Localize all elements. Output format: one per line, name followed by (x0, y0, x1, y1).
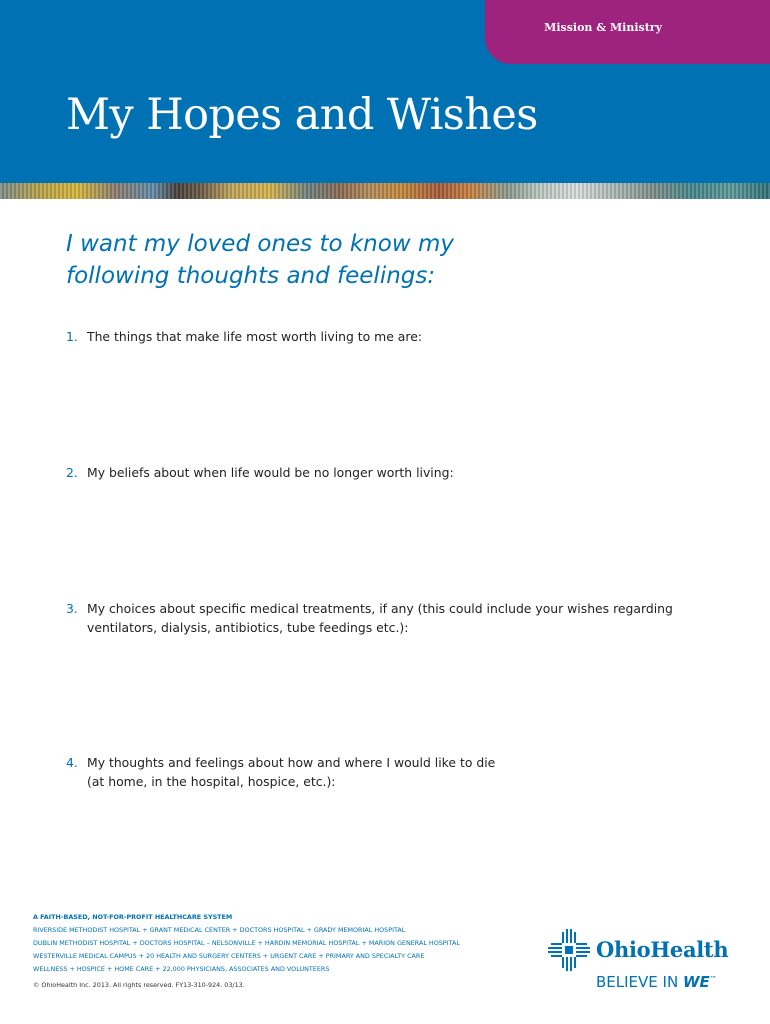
header-banner (0, 0, 770, 183)
subtitle-line-1: I want my loved ones to know my (66, 231, 454, 257)
footer-facilities-line: WESTERVILLE MEDICAL CAMPUS + 20 HEALTH AND SURGERY CENTERS + URGENT CARE + PRIMARY AND SPECIALTY CARE (33, 952, 425, 960)
question-number: 1. (66, 329, 78, 344)
footer-info (33, 912, 533, 990)
tagline-we: WE (682, 973, 710, 991)
question-number: 3. (66, 601, 78, 616)
footer-facilities-line: WELLNESS + HOSPICE + HOME CARE + 22,000 PHYSICIANS, ASSOCIATES AND VOLUNTEERS (33, 965, 330, 973)
mission-ministry-tab (485, 0, 770, 64)
question-item-1 (66, 327, 686, 346)
trademark-mark: ™ (709, 975, 717, 983)
ohiohealth-cross-logo-icon (548, 929, 590, 971)
question-text-line-1: My thoughts and feelings about how and where I would like to die (87, 755, 496, 770)
subtitle-line-2: following thoughts and feelings: (66, 263, 436, 289)
question-text-line-1: My beliefs about when life would be no longer worth living: (87, 465, 454, 480)
logo-tagline (596, 973, 717, 991)
question-text-line-2: (at home, in the hospital, hospice, etc.): (87, 774, 336, 789)
footer-facilities-line: RIVERSIDE METHODIST HOSPITAL + GRANT MEDICAL CENTER + DOCTORS HOSPITAL + GRADY MEMORIAL HOSPITAL (33, 926, 406, 934)
mission-ministry-label: Mission & Ministry (544, 21, 662, 34)
footer-copyright: © OhioHealth Inc. 2013. All rights reserved. FY13-310-924. 03/13. (33, 981, 245, 989)
question-text-line-2: ventilators, dialysis, antibiotics, tube feedings etc.): (87, 620, 409, 635)
question-text-line-1: The things that make life most worth living to me are: (87, 329, 423, 344)
question-item-4 (66, 753, 686, 791)
decorative-stripe-texture (0, 183, 770, 199)
page-title: My Hopes and Wishes (66, 90, 538, 140)
footer-facilities-line: DUBLIN METHODIST HOSPITAL + DOCTORS HOSPITAL – NELSONVILLE + HARDIN MEMORIAL HOSPITAL + MARION GENERAL HOSPITAL (33, 939, 460, 947)
question-item-3 (66, 599, 686, 637)
logo-wordmark: OhioHealth (596, 937, 729, 962)
ohiohealth-logo (548, 929, 748, 999)
question-item-2 (66, 463, 686, 482)
section-subtitle (66, 228, 546, 292)
question-number: 4. (66, 755, 78, 770)
question-number: 2. (66, 465, 78, 480)
question-text-line-1: My choices about specific medical treatments, if any (this could include your wishes regarding (87, 601, 673, 616)
footer-heading: A FAITH-BASED, NOT-FOR-PROFIT HEALTHCARE SYSTEM (33, 913, 233, 921)
tagline-prefix: BELIEVE IN (596, 973, 683, 991)
